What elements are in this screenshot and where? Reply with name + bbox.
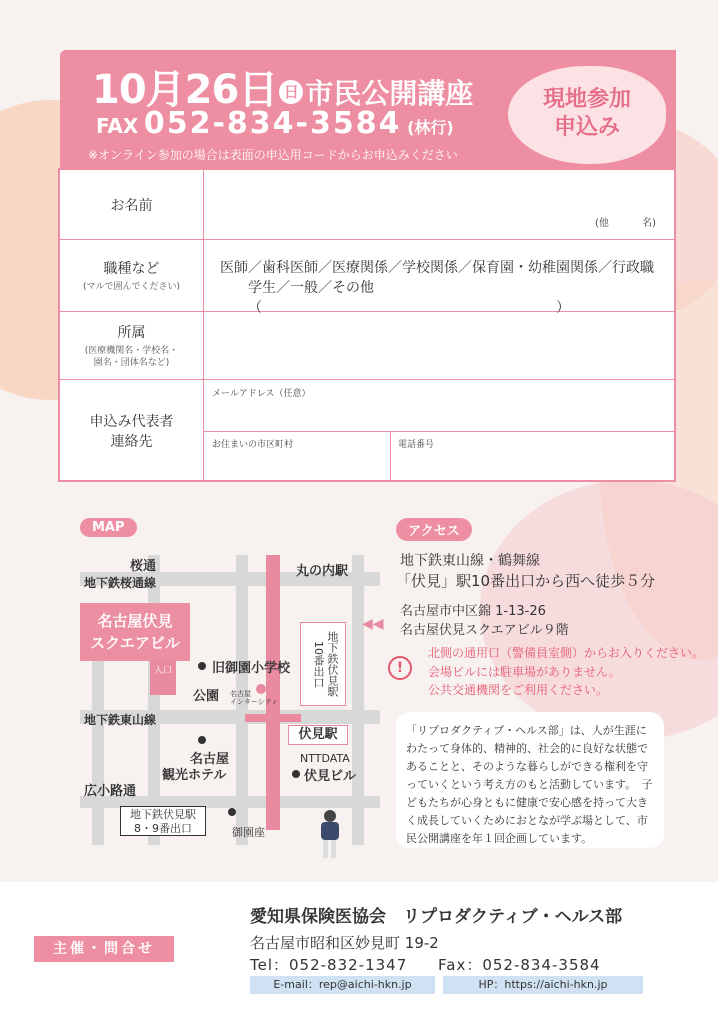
label-sakura: 桜通: [130, 559, 157, 574]
access-addr-2: 名古屋伏見スクエアビル９階: [400, 623, 569, 638]
phone-label: 電話番号: [398, 440, 435, 450]
access-line-2: 「伏見」駅10番出口から西へ徒歩５分: [396, 572, 656, 590]
misonoza-dot: [228, 808, 236, 816]
name-label: お名前: [110, 197, 153, 214]
road-v0: [92, 640, 104, 845]
onsite-badge: [508, 66, 666, 164]
road-v3: [352, 555, 364, 845]
entrance-mark: 入口: [150, 661, 176, 695]
badge-line-2: 申込み: [553, 115, 620, 140]
warn-line-2: 会場ビルには駐車場がありません。: [428, 665, 621, 679]
homepage-link[interactable]: HP：https://aichi-hkn.jp: [443, 976, 643, 994]
map-section-pill: MAP: [80, 518, 137, 537]
org-fax: Fax：052-834-3584: [438, 956, 601, 974]
form-row-name[interactable]: [60, 170, 674, 240]
contact-label-1: 申込み代表者: [89, 414, 174, 430]
name-label-cell: [60, 170, 204, 239]
badge-line-1: 現地参加: [542, 87, 631, 112]
exit89-box: [120, 806, 206, 836]
event-name: 市民公開講座: [305, 77, 474, 110]
fax-recipient: (林行): [407, 118, 454, 137]
description-box: 「リプロダクティブ・ヘルス部」は、人が生涯にわたって身体的、精神的、社会的に良好な状態であることと、そのような暮らしができる権利を守っていくという考え方のもと活動しています。 子どもたちが心身ともに健康で安心感を持って大きく成長していくためにおとなが学ぶ場として、市民公開講座を年１回企画しています。: [396, 712, 664, 848]
org-tel: Tel：052-832-1347: [250, 956, 408, 974]
warn-line-1: 北側の通用口（警備員室側）からお入りください。: [428, 646, 705, 660]
arrow-icon: ◀◀: [362, 616, 384, 632]
divider: [204, 431, 674, 432]
interchange-a: 名古屋: [230, 690, 251, 698]
label-hotel-1: 名古屋: [190, 752, 230, 767]
affiliation-sub-1: (医療機関名・学校名・: [84, 346, 179, 356]
city-label: お住まいの市区町村: [212, 440, 294, 450]
label-sakura-line: 地下鉄桜通線: [84, 576, 157, 590]
contact-label-cell: [60, 380, 204, 482]
access-section-pill: アクセス: [396, 518, 472, 541]
occupation-label: 職種など: [103, 261, 160, 277]
weekday-badge: 日: [279, 80, 303, 104]
affiliation-sub-2: 園名・団体名など): [93, 358, 170, 368]
label-higashiyama: 地下鉄東山線: [84, 713, 157, 727]
occupation-line-2: 学生／一般／その他（ ）: [248, 280, 570, 316]
access-line-1: 地下鉄東山線・鶴舞線: [400, 553, 540, 569]
label-hotel-2: 観光ホテル: [162, 768, 227, 783]
access-addr-1: 名古屋市中区錦 1-13-26: [400, 604, 546, 619]
label-marunouchi: 丸の内駅: [296, 564, 349, 579]
road-v1: [148, 555, 160, 845]
fax-label: FAX: [96, 114, 139, 138]
host-pill: 主催・問合せ: [34, 936, 174, 962]
warning-icon: !: [388, 656, 412, 680]
label-interchange: [230, 690, 278, 706]
name-hint: (他 名): [595, 218, 656, 229]
fushimi-station: 伏見駅: [288, 725, 348, 745]
exit10-b: 10番出口: [312, 640, 325, 688]
school-dot: [198, 662, 206, 670]
occupation-label-cell: [60, 240, 204, 311]
building-name-1: 名古屋伏見: [97, 612, 173, 630]
email-label: メールアドレス（任意）: [212, 389, 311, 399]
label-ntt-1: NTTDATA: [300, 752, 350, 765]
occupation-options: [220, 258, 674, 318]
fax-line: [96, 106, 454, 141]
org-address: 名古屋市昭和区妙見町 19-2: [250, 934, 439, 952]
ntt-dot: [292, 770, 300, 778]
form-row-contact[interactable]: [60, 380, 674, 482]
affiliation-label: 所属: [117, 325, 146, 341]
exit89-line-1: 地下鉄伏見駅: [130, 808, 196, 821]
warn-line-3: 公共交通機関をご利用ください。: [428, 683, 609, 697]
exit10-box: [300, 622, 346, 706]
exit89-line-2: 8・9番出口: [134, 822, 192, 835]
affiliation-label-cell: [60, 312, 204, 379]
form-row-affiliation[interactable]: [60, 312, 674, 380]
label-ntt-2: 伏見ビル: [304, 769, 357, 784]
building-name-2: スクエアビル: [90, 634, 180, 652]
exit10-a: 地下鉄伏見駅: [326, 631, 339, 697]
route-cross: [245, 714, 301, 722]
occupation-sub: (マルで囲んでください): [82, 282, 181, 292]
online-note: ※オンライン参加の場合は表面の申込用コードからお申込みください: [88, 148, 458, 162]
event-date: 10月26日: [92, 67, 278, 113]
label-park: 公園: [193, 689, 220, 704]
label-hirokoji: 広小路通: [84, 784, 137, 799]
walking-person-icon: [318, 810, 342, 860]
application-form: [58, 168, 676, 482]
form-row-occupation[interactable]: [60, 240, 674, 316]
hotel-dot: [198, 736, 206, 744]
email-link[interactable]: E-mail：rep@aichi-hkn.jp: [250, 976, 435, 994]
building-box: [80, 603, 190, 661]
contact-label-2: 連絡先: [110, 434, 153, 450]
interchange-b: インターシティ: [230, 698, 279, 706]
org-name: 愛知県保険医協会 リプロダクティブ・ヘルス部: [250, 907, 623, 927]
label-school: 旧御園小学校: [212, 661, 291, 676]
label-misonoza: 御園座: [232, 826, 265, 839]
divider: [390, 431, 391, 482]
occupation-line-1: 医師／歯科医師／医療関係／学校関係／保育園・幼稚園関係／行政職: [220, 260, 654, 276]
fax-number: 052-834-3584: [143, 106, 402, 141]
